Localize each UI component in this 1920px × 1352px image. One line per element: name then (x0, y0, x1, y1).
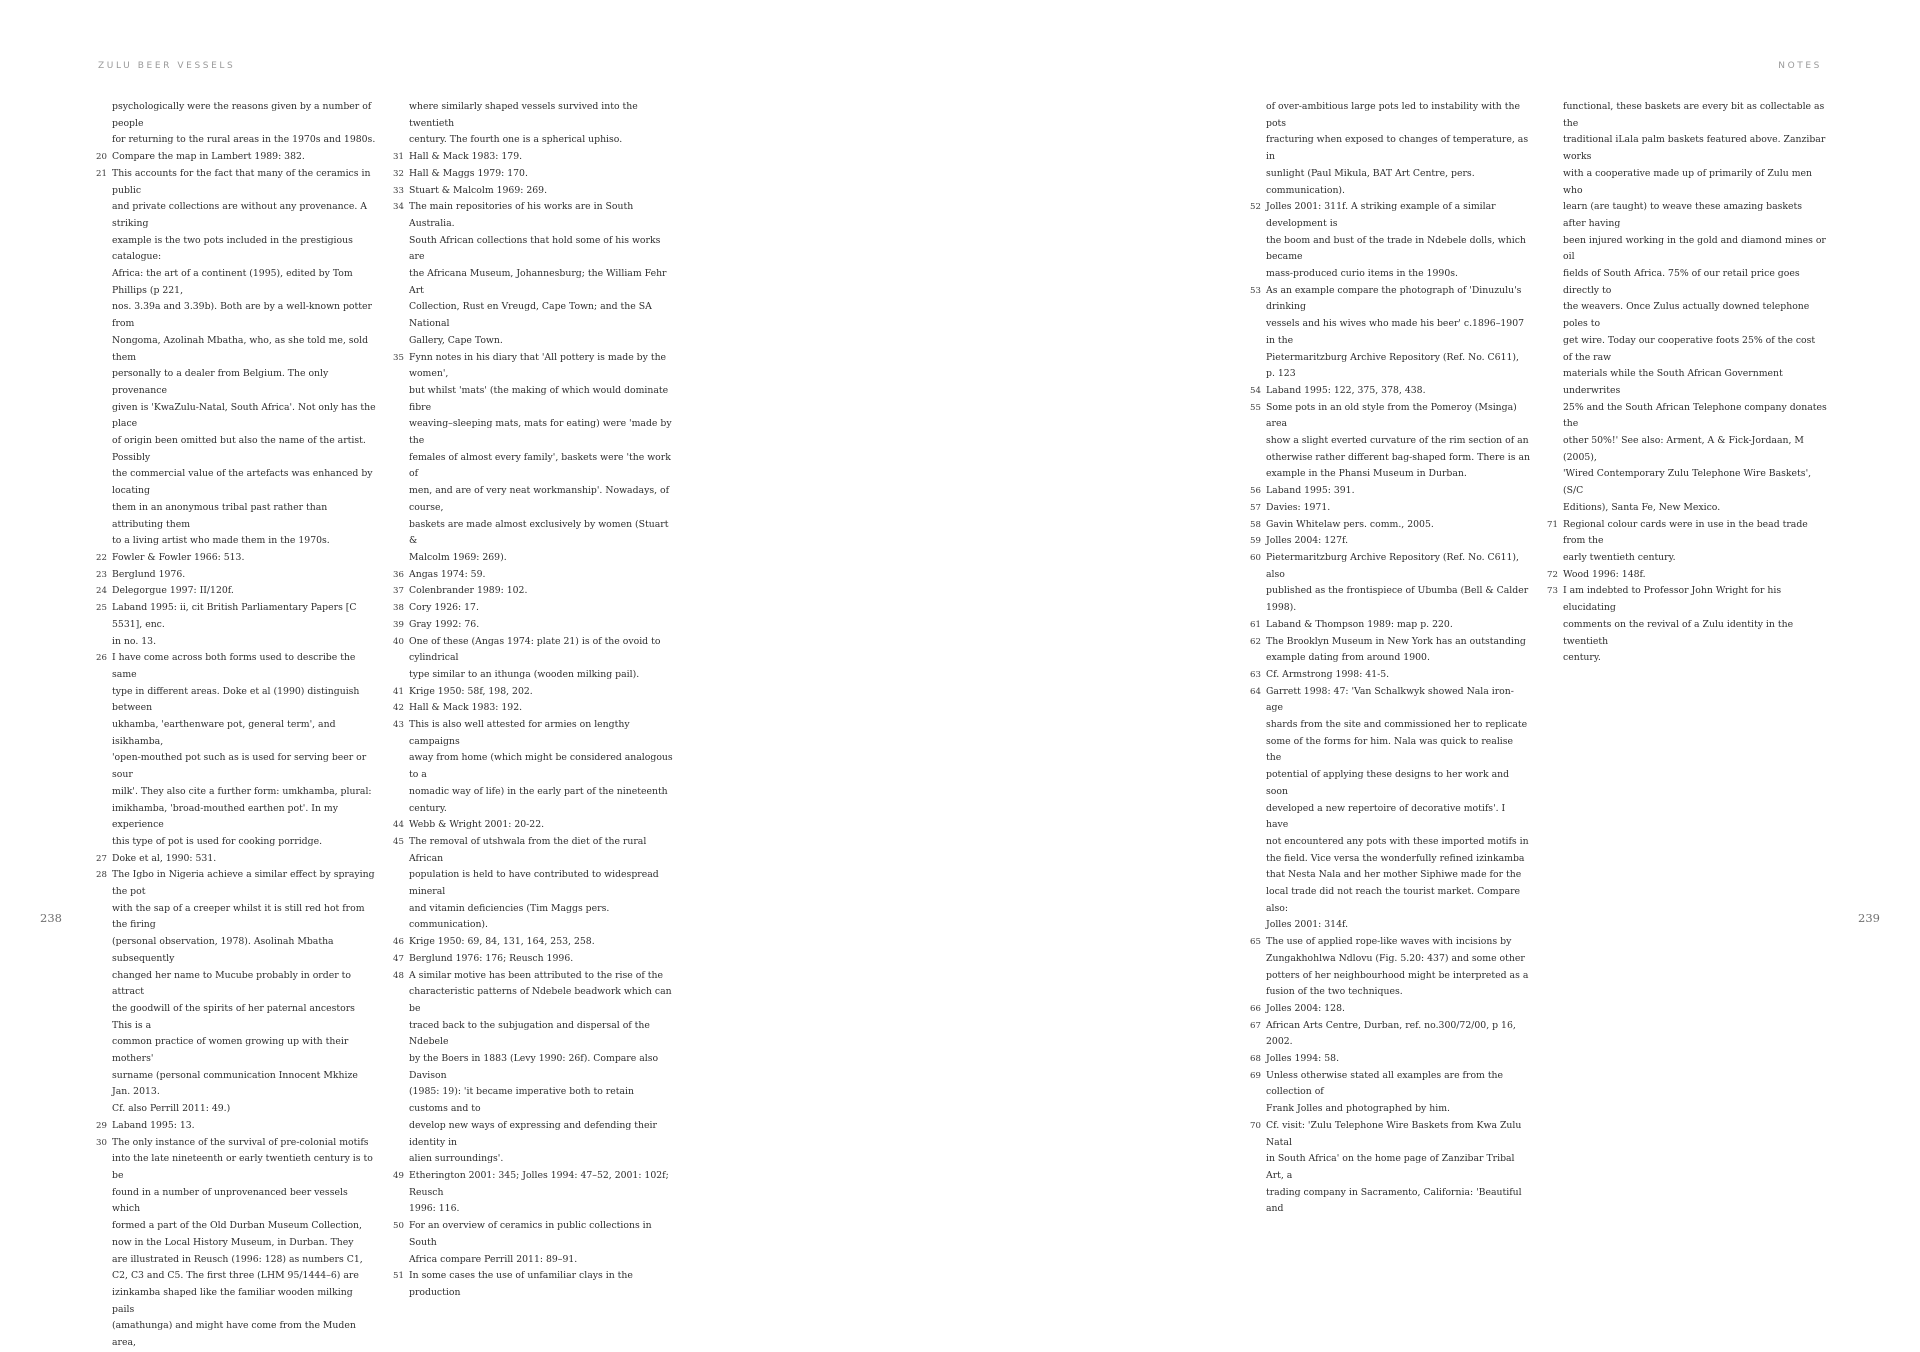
note-number: 73 (1547, 586, 1558, 597)
note-text: Doke et al, 1990: 531. (112, 852, 217, 864)
note-number: 50 (393, 1221, 404, 1232)
note-number: 23 (96, 569, 107, 580)
note-number: 35 (393, 352, 404, 363)
note-text: Hall & Mack 1983: 192. (409, 702, 523, 714)
note-text: Cf. visit: 'Zulu Telephone Wire Baskets from Kwa Zulu Natal in South Africa' on the home page of Zanzibar Tribal Art, a trading company in Sacramento, California: 'Beautiful and (1266, 1119, 1522, 1215)
note-text: Laband 1995: 13. (112, 1119, 195, 1131)
note-number: 31 (393, 152, 404, 163)
note-item (96, 1135, 376, 1352)
note-number: 56 (1250, 486, 1261, 497)
note-item (1250, 517, 1530, 534)
note-item (393, 700, 673, 717)
note-item (1547, 583, 1827, 667)
note-text: Fowler & Fowler 1966: 513. (112, 551, 245, 563)
note-item (393, 166, 673, 183)
note-text: A similar motive has been attributed to the rise of the characteristic patterns of Ndebele beadwork which can be traced back to the subjugation and dispersal of the Ndebele by the Boers in 1883 (Levy 1990: 26f). Compare also Davison (1985: 19): 'it became imperative both to retain customs and to develop new ways of expressing and defending their identity in alien surroundings'. (409, 969, 672, 1165)
note-text: Laband 1995: 122, 375, 378, 438. (1266, 384, 1426, 396)
note-number: 69 (1250, 1070, 1261, 1081)
note-number (393, 99, 409, 149)
note-number: 42 (393, 703, 404, 714)
note-text: Laband 1995: 391. (1266, 485, 1355, 497)
note-item (96, 650, 376, 850)
note-text: Hall & Mack 1983: 179. (409, 151, 523, 163)
note-text: Laband & Thompson 1989: map p. 220. (1266, 618, 1453, 630)
note-number: 26 (96, 653, 107, 664)
note-item (96, 867, 376, 1118)
note-item (1547, 567, 1827, 584)
note-number: 21 (96, 168, 107, 179)
note-number: 40 (393, 636, 404, 647)
note-text: Jolles 1994: 58. (1266, 1053, 1340, 1065)
note-text: I am indebted to Professor John Wright for his elucidating comments on the revival of a Zulu identity in the twentieth century. (1563, 585, 1794, 664)
note-number: 27 (96, 853, 107, 864)
note-text: Regional colour cards were in use in the bead trade from the early twentieth century. (1563, 518, 1808, 563)
page-number-right: 239 (1858, 911, 1880, 925)
note-number: 48 (393, 970, 404, 981)
note-text: Delegorgue 1997: II/120f. (112, 585, 234, 597)
note-item (393, 350, 673, 567)
note-text: Some pots in an old style from the Pomeroy (Msinga) area show a slight everted curvature of the rim section of an otherwise rather different bag-shaped form. There is an example in the Phansi Museum in Durban. (1266, 401, 1530, 480)
note-text: Pietermaritzburg Archive Repository (Ref. No. C611), also published as the frontispiece of Ubumba (Bell & Calder 1998). (1266, 551, 1529, 614)
note-text: Garrett 1998: 47: 'Van Schalkwyk showed Nala iron-age shards from the site and commissioned her to replicate some of the forms for him. Nala was quick to realise the potential of applying these designs to her work and soon developed a new repertoire of decorative motifs'. I have not encountered any pots with these imported motifs in the field. Vice versa the wonderfully refined izinkamba that Nesta Nala and her mother Siphiwe made for the local trade did not reach the tourist market. Compare also: Jolles 2001: 314f. (1266, 685, 1529, 931)
note-number: 30 (96, 1137, 107, 1148)
note-number: 54 (1250, 385, 1261, 396)
note-item (1250, 1068, 1530, 1118)
note-text: Jolles 2004: 128. (1266, 1002, 1345, 1014)
note-item (96, 567, 376, 584)
note-item (393, 968, 673, 1168)
note-number: 45 (393, 836, 404, 847)
note-text: Krige 1950: 58f, 198, 202. (409, 685, 533, 697)
note-number: 34 (393, 202, 404, 213)
note-item (1250, 99, 1530, 199)
note-number: 28 (96, 870, 107, 881)
note-number: 43 (393, 720, 404, 731)
note-text: Laband 1995: ii, cit British Parliamentary Papers [C 5531], enc. in no. 13. (112, 602, 357, 647)
note-item (1250, 550, 1530, 617)
note-text: Gray 1992: 76. (409, 618, 480, 630)
note-number: 47 (393, 953, 404, 964)
note-item (1250, 1051, 1530, 1068)
note-text: Berglund 1976. (112, 568, 186, 580)
notes-column-3 (1250, 99, 1530, 1215)
note-text: The only instance of the survival of pre-colonial motifs into the late nineteenth or early twentieth century is to be found in a number of unprovenanced beer vessels which formed a part of the Old Durban Museum Collection, now in the Local History Museum, in Durban. They are illustrated in Reusch (1996: 128) as numbers C1, C2, C3 and C5. The first three (LHM 95/1444–6) are izinkamba shaped like the familiar wooden milking pails (amathunga) and might have come from the Muden area, (112, 1136, 373, 1349)
note-item (393, 149, 673, 166)
notes-column-4 (1547, 99, 1827, 869)
note-item (1250, 400, 1530, 484)
note-text: Unless otherwise stated all examples are from the collection of Frank Jolles and photographed by him. (1266, 1069, 1504, 1115)
note-item (1547, 99, 1827, 517)
note-item (1250, 667, 1530, 684)
note-number: 51 (393, 1271, 404, 1282)
note-number: 60 (1250, 552, 1261, 563)
note-text: As an example compare the photograph of 'Dinuzulu's drinking vessels and his wives who made his beer' c.1896–1907 in the Pietermaritzburg Archive Repository (Ref. No. C611), p. 123 (1266, 284, 1525, 380)
note-number (1547, 99, 1563, 517)
note-item (1250, 199, 1530, 283)
notes-column-1 (96, 99, 376, 1349)
note-number: 61 (1250, 619, 1261, 630)
note-item (393, 717, 673, 817)
note-item (96, 600, 376, 650)
note-text: of over-ambitious large pots led to instability with the pots fracturing when exposed to changes of temperature, as in sunlight (Paul Mikula, BAT Art Centre, pers. communication). (1266, 101, 1529, 196)
note-text: functional, these baskets are every bit as collectable as the traditional iLala palm baskets featured above. Zanzibar works with a cooperative made up of primarily of Zulu men who learn (are taught) to weave these amazing baskets after having been injured working in the gold and diamond mines or oil fields of South Africa. 75% of our retail price goes directly to the weavers. Once Zulus actually downed telephone poles to get wire. Today our cooperative foots 25% of the cost of the raw materials while the South African Government underwrites 25% and the South African Telephone company donates the other 50%!' See also: Arment, A & Fick-Jordaan, M (2005), 'Wired Contemporary Zulu Telephone Wire Baskets', (S/C Editions), Santa Fe, New Mexico. (1563, 101, 1827, 513)
note-text: Colenbrander 1989: 102. (409, 585, 528, 597)
note-item (393, 934, 673, 951)
note-item (1250, 684, 1530, 935)
note-item (1250, 483, 1530, 500)
note-number: 24 (96, 586, 107, 597)
note-number: 63 (1250, 669, 1261, 680)
note-text: psychologically were the reasons given by a number of people for returning to the rural areas in the 1970s and 1980s. (112, 101, 376, 146)
note-item (393, 99, 673, 149)
note-item (393, 951, 673, 968)
note-number: 20 (96, 152, 107, 163)
note-item (96, 583, 376, 600)
note-number: 58 (1250, 519, 1261, 530)
note-item (1250, 634, 1530, 667)
note-text: Davies: 1971. (1266, 501, 1331, 513)
note-number: 71 (1547, 519, 1558, 530)
note-number: 68 (1250, 1054, 1261, 1065)
note-text: Angas 1974: 59. (409, 568, 486, 580)
note-text: The main repositories of his works are in South Australia. South African collections that hold some of his works are the Africana Museum, Johannesburg; the William Fehr Art Collection, Rust en Vreugd, Cape Town; and the SA National Gallery, Cape Town. (409, 201, 667, 346)
note-text: The Igbo in Nigeria achieve a similar effect by spraying the pot with the sap of a creeper whilst it is still red hot from the firing (personal observation, 1978). Asolinah Mbatha subsequently changed her name to Mucube probably in order to attract the goodwill of the spirits of her paternal ancestors This is a common practice of women growing up with their mothers' surname (personal communication Innocent Mkhize Jan. 2013. Cf. also Perrill 2011: 49.) (112, 869, 375, 1115)
note-number (1250, 99, 1266, 199)
note-number: 53 (1250, 285, 1261, 296)
note-text: Gavin Whitelaw pers. comm., 2005. (1266, 518, 1434, 530)
note-item (1250, 934, 1530, 1001)
note-item (393, 617, 673, 634)
note-item (393, 1168, 673, 1218)
note-text: African Arts Centre, Durban, ref. no.300/72/00, p 16, 2002. (1266, 1019, 1516, 1048)
note-text: Wood 1996: 148f. (1563, 568, 1646, 580)
note-item (1250, 500, 1530, 517)
note-item (1250, 533, 1530, 550)
note-text: This is also well attested for armies on lengthy campaigns away from home (which might be considered analogous to a nomadic way of life) in the early part of the nineteenth century. (409, 719, 673, 814)
note-number (96, 99, 112, 149)
note-item (1547, 517, 1827, 567)
note-number: 25 (96, 603, 107, 614)
note-text: In some cases the use of unfamiliar clays in the production (409, 1270, 633, 1298)
note-number: 64 (1250, 686, 1261, 697)
note-item (393, 600, 673, 617)
note-item (393, 834, 673, 934)
note-text: Fynn notes in his diary that 'All pottery is made by the women', but whilst 'mats' (the making of which would dominate fibre weaving–sleeping mats, mats for eating) were 'made by the females of almost every family', baskets were 'the work of men, and are of very neat workmanship'. Nowadays, of course, baskets are made almost exclusively by women (Stuart & Malcolm 1969: 269). (409, 351, 672, 563)
note-item (96, 166, 376, 550)
note-number: 65 (1250, 937, 1261, 948)
note-text: Krige 1950: 69, 84, 131, 164, 253, 258. (409, 936, 595, 948)
note-number: 57 (1250, 502, 1261, 513)
note-number: 36 (393, 569, 404, 580)
note-number: 44 (393, 820, 404, 831)
note-text: One of these (Angas 1974: plate 21) is of the ovoid to cylindrical type similar to an ithunga (wooden milking pail). (409, 635, 661, 680)
note-number: 22 (96, 552, 107, 563)
note-item (1250, 617, 1530, 634)
note-text: Jolles 2004: 127f. (1266, 535, 1349, 547)
note-item (96, 99, 376, 149)
note-number: 70 (1250, 1120, 1261, 1131)
note-text: I have come across both forms used to describe the same type in different areas. Doke et al (1990) distinguish between ukhamba, 'earthenware pot, general term', and isikhamba, 'open-mouthed pot such as is used for serving beer or sour milk'. They also cite a further form: umkhamba, plural: imikhamba, 'broad-mouthed earthen pot'. In my experience this type of pot is used for cooking porridge. (112, 652, 372, 847)
note-item (393, 817, 673, 834)
note-number: 41 (393, 686, 404, 697)
note-number: 55 (1250, 402, 1261, 413)
note-number: 49 (393, 1171, 404, 1181)
note-item (393, 199, 673, 349)
note-item (393, 1268, 673, 1301)
note-text: Webb & Wright 2001: 20-22. (409, 819, 545, 831)
note-number: 72 (1547, 569, 1558, 580)
note-item (393, 684, 673, 701)
note-text: Stuart & Malcolm 1969: 269. (409, 184, 548, 196)
note-number: 66 (1250, 1003, 1261, 1014)
note-text: Berglund 1976: 176; Reusch 1996. (409, 952, 574, 964)
note-number: 39 (393, 619, 404, 630)
note-item (393, 1218, 673, 1268)
note-text: The removal of utshwala from the diet of the rural African population is held to have contributed to widespread mineral and vitamin deficiencies (Tim Maggs pers. communication). (409, 835, 659, 931)
note-text: The use of applied rope-like waves with incisions by Zungakhohlwa Ndlovu (Fig. 5.20: 437) and some other potters of her neighbourhood might be interpreted as a fusion of the two techniques. (1266, 936, 1529, 998)
note-text: Jolles 2001: 311f. A striking example of a similar development is the boom and bust of the trade in Ndebele dolls, which became mass-produced curio items in the 1990s. (1266, 201, 1526, 280)
running-head-right: NOTES (1778, 61, 1822, 71)
note-number: 67 (1250, 1020, 1261, 1031)
note-text: For an overview of ceramics in public collections in South Africa compare Perrill 2011: 89–91. (409, 1220, 652, 1265)
note-text: Cf. Armstrong 1998: 41-5. (1266, 668, 1390, 680)
note-item (96, 1118, 376, 1135)
note-item (1250, 1001, 1530, 1018)
note-number: 38 (393, 603, 404, 614)
note-item (96, 851, 376, 868)
note-item (1250, 1018, 1530, 1051)
note-item (1250, 1118, 1530, 1218)
note-text: where similarly shaped vessels survived into the twentieth century. The fourth one is a spherical uphiso. (409, 101, 638, 146)
note-number: 33 (393, 185, 404, 196)
note-item (393, 583, 673, 600)
note-text: Etherington 2001: 345; Jolles 1994: 47–52, 2001: 102f; Reusch 1996: 116. (409, 1170, 669, 1215)
page-number-left: 238 (40, 911, 62, 925)
note-number: 29 (96, 1120, 107, 1131)
note-number: 32 (393, 168, 404, 179)
note-item (1250, 283, 1530, 383)
notes-column-2 (393, 99, 673, 1298)
note-item (393, 567, 673, 584)
note-text: Hall & Maggs 1979: 170. (409, 167, 528, 179)
note-item (1250, 383, 1530, 400)
note-number: 46 (393, 937, 404, 948)
note-number: 37 (393, 586, 404, 597)
note-number: 59 (1250, 536, 1261, 547)
note-item (96, 550, 376, 567)
note-number: 62 (1250, 636, 1261, 647)
note-item (393, 634, 673, 684)
note-text: Cory 1926: 17. (409, 602, 479, 614)
note-number: 52 (1250, 202, 1261, 213)
note-text: This accounts for the fact that many of the ceramics in public and private collections are without any provenance. A striking example is the two pots included in the prestigious catalogue: Africa: the art of a continent (1995), edited by Tom Phillips (p 221, nos. 3.39a and 3.39b). Both are by a well-known potter from Nongoma, Azolinah Mbatha, who, as she told me, sold them personally to a dealer from Belgium. The only provenance given is 'KwaZulu-Natal, South Africa'. Not only has the place of origin been omitted but also the name of the artist. Possibly the commercial value of the artefacts was enhanced by locating them in an anonymous tribal past rather than attributing them to a living artist who made them in the 1970s. (112, 167, 376, 547)
note-item (393, 183, 673, 200)
running-head-left: ZULU BEER VESSELS (98, 61, 236, 71)
note-text: The Brooklyn Museum in New York has an outstanding example dating from around 1900. (1266, 635, 1526, 664)
note-item (96, 149, 376, 166)
note-text: Compare the map in Lambert 1989: 382. (112, 151, 305, 163)
